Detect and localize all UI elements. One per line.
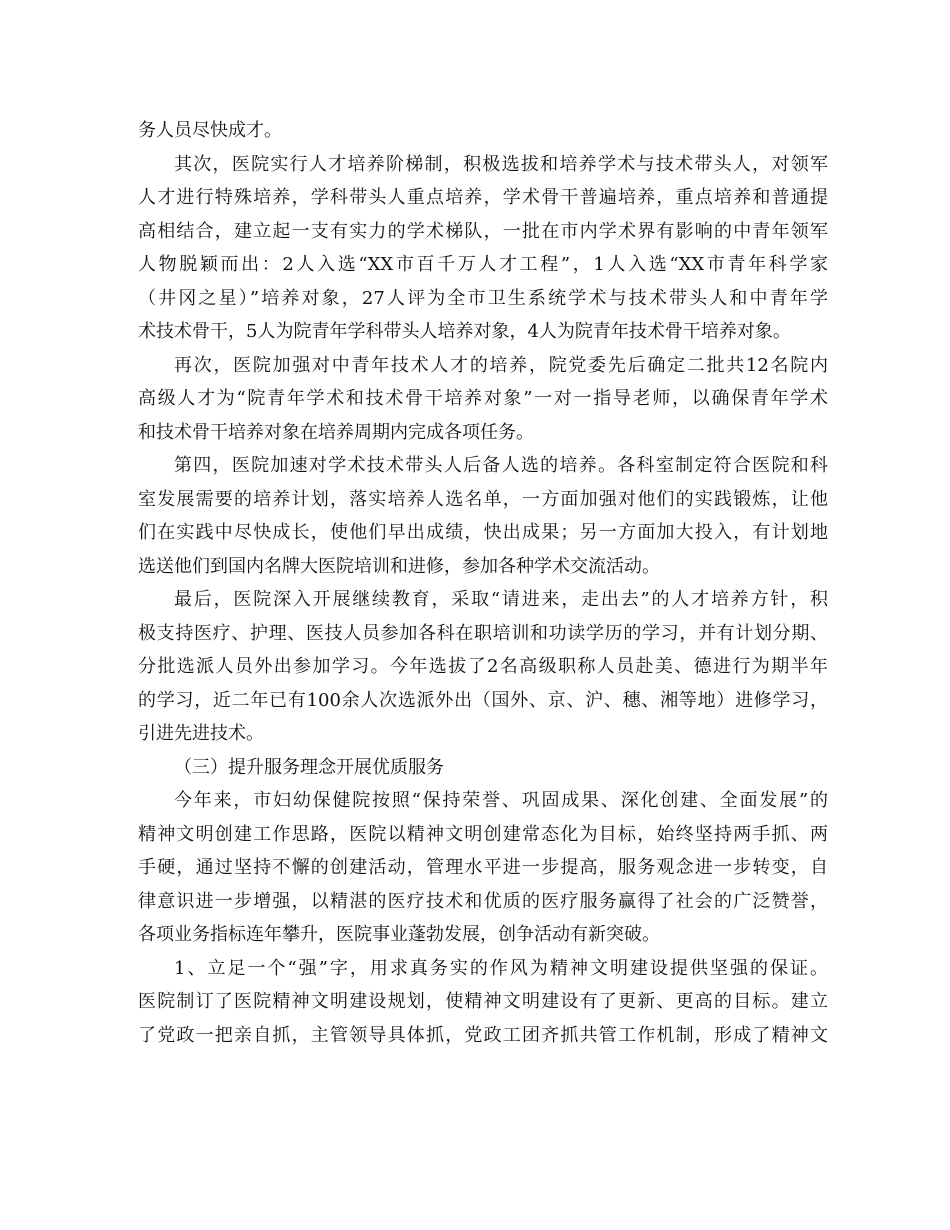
text-line: 各项业务指标连年攀升，医院事业蓬勃发展，创争活动有新突破。: [138, 924, 660, 945]
text-line: 的学习，近二年已有100余人次选派外出（国外、京、沪、穗、湘等地）进修学习，: [138, 689, 828, 711]
text-line: 再次，医院加强对中青年技术人才的培养，院党委先后确定二批共12名院内: [174, 354, 828, 376]
text-line: 1、立足一个“强”字，用求真务实的作风为精神文明建设提供坚强的保证。: [174, 957, 828, 979]
section-heading: （三）提升服务理念开展优质服务: [174, 756, 444, 778]
text-line: 手硬，通过坚持不懈的创建活动，管理水平进一步提高，服务观念进一步转变，自: [138, 857, 828, 878]
text-line: 高相结合，建立起一支有实力的学术梯队，一批在市内学术界有影响的中青年领军: [138, 220, 828, 242]
text-line: 极支持医疗、护理、医技人员参加各科在职培训和功读学历的学习，并有计划分期、: [138, 622, 828, 644]
document-body: [138, 114, 828, 1052]
text-line: （井冈之星）”培养对象，27人评为全市卫生系统学术与技术带头人和中青年学: [138, 287, 828, 309]
text-line: 和技术骨干培养对象在培养周期内完成各项任务。: [138, 421, 534, 443]
text-line: 务人员尽快成才。: [138, 120, 282, 141]
text-line: 室发展需要的培养计划，落实培养人选名单，一方面加强对他们的实践锻炼，让他: [138, 488, 828, 510]
text-line: 最后，医院深入开展继续教育，采取“请进来，走出去”的人才培养方针，积: [174, 589, 828, 610]
text-line: 人物脱颖而出：2人入选“XX市百千万人才工程”，1人入选“XX市青年科学家: [138, 254, 828, 275]
text-line: 人才进行特殊培养，学科带头人重点培养，学术骨干普遍培养，重点培养和普通提: [138, 187, 828, 208]
text-line: 选送他们到国内名牌大医院培训和进修，参加各种学术交流活动。: [138, 555, 660, 577]
text-line: 律意识进一步增强，以精湛的医疗技术和优质的医疗服务赢得了社会的广泛赞誉，: [138, 890, 828, 912]
text-line: 精神文明创建工作思路，医院以精神文明创建常态化为目标，始终坚持两手抓、两: [138, 823, 828, 845]
text-line: 分批选派人员外出参加学习。今年选拔了2名高级职称人员赴美、德进行为期半年: [138, 656, 828, 677]
text-line: 引进先进技术。: [138, 723, 264, 744]
text-line: 今年来，市妇幼保健院按照“保持荣誉、巩固成果、深化创建、全面发展”的: [174, 790, 828, 811]
text-line: 第四，医院加速对学术技术带头人后备人选的培养。各科室制定符合医院和科: [174, 455, 828, 476]
text-line: 高级人才为“院青年学术和技术骨干培养对象”一对一指导老师，以确保青年学术: [138, 388, 828, 409]
text-line: 了党政一把亲自抓，主管领导具体抓，党政工团齐抓共管工作机制，形成了精神文: [138, 1024, 828, 1046]
text-line: 们在实践中尽快成长，使他们早出成绩，快出成果；另一方面加大投入，有计划地: [138, 522, 828, 543]
text-line: 医院制订了医院精神文明建设规划，使精神文明建设有了更新、更高的目标。建立: [138, 991, 828, 1012]
text-line: 术技术骨干，5人为院青年学科带头人培养对象，4人为院青年技术骨干培养对象。: [138, 321, 791, 342]
text-line: 其次，医院实行人才培养阶梯制，积极选拔和培养学术与技术带头人，对领军: [174, 153, 828, 175]
